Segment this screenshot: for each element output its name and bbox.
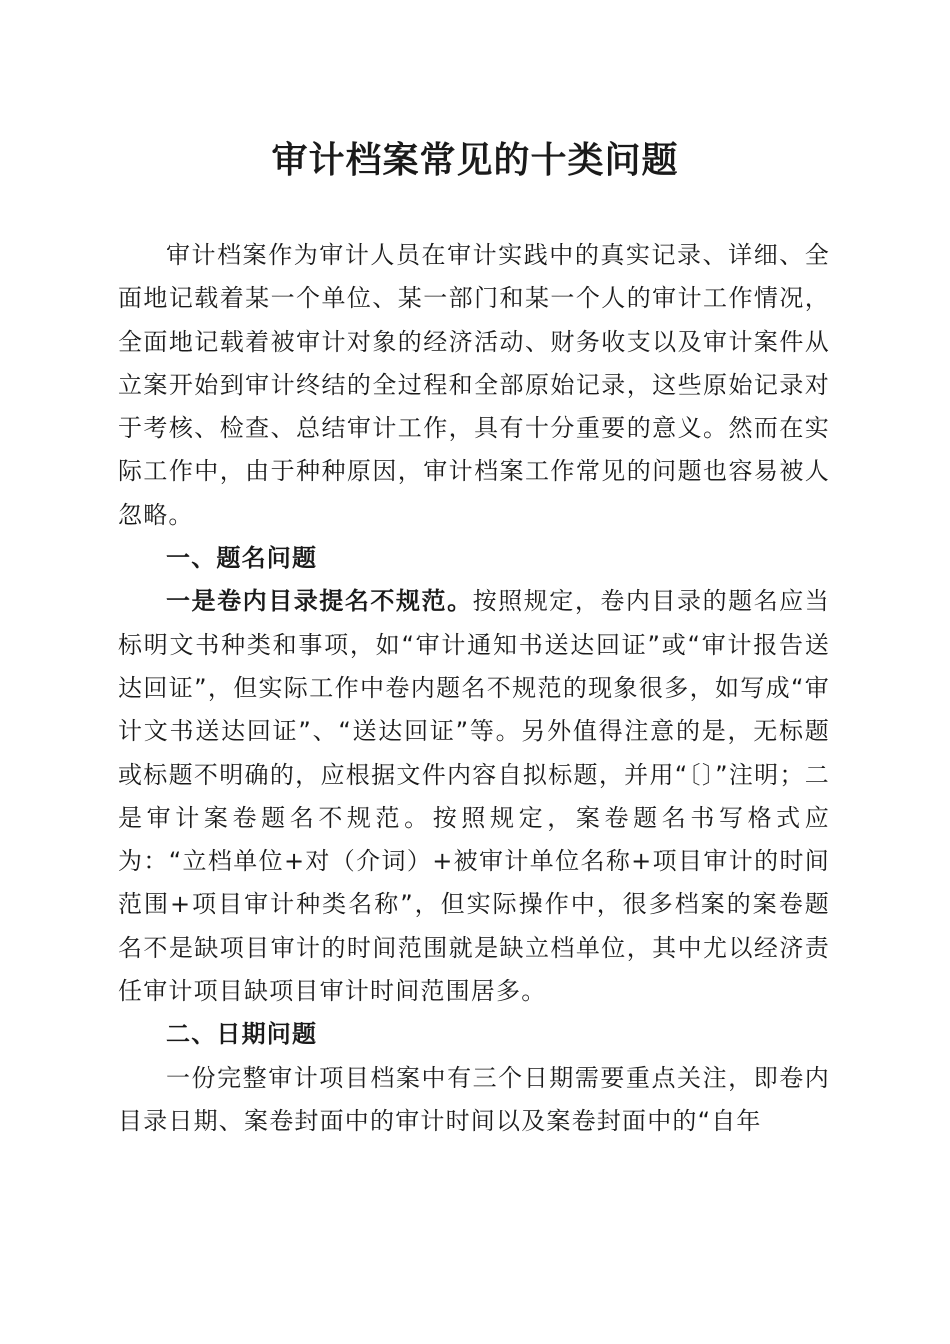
- paragraph-lead-phrase: 一是卷内目录提名不规范。: [166, 587, 473, 616]
- section-paragraph-date-issues: 一份完整审计项目档案中有三个日期需要重点关注，即卷内目录日期、案卷封面中的审计时间以及案卷封面中的“自年: [118, 1063, 830, 1135]
- paragraph-text: 按照规定，卷内目录的题名应当标明文书种类和事项，如“审计通知书送达回证”或“审计报告送达回证”，但实际工作中卷内题名不规范的现象很多，如写成“审计文书送达回证”、“送达回证”等。另外值得注意的是，无标题或标题不明确的，应根据文件内容自拟标题，并用“〔〕”注明；二是审计案卷题名不规范。按照规定，案卷题名书写格式应为：“立档单位+对（介词）+被审计单位名称+项目审计的时间范围+项目审计种类名称”，但实际操作中，很多档案的案卷题名不是缺项目审计的时间范围就是缺立档单位，其中尤以经济责任审计项目缺项目审计时间范围居多。: [118, 587, 830, 1006]
- document-body: [118, 234, 830, 1143]
- section-heading-date-issues: 二、日期问题: [166, 1020, 318, 1049]
- section-heading-title-issues: 一、题名问题: [166, 544, 318, 573]
- intro-paragraph: 审计档案作为审计人员在审计实践中的真实记录、详细、全面地记载着某一个单位、某一部门和某一个人的审计工作情况，全面地记载着被审计对象的经济活动、财务收支以及审计案件从立案开始到审计终结的全过程和全部原始记录，这些原始记录对于考核、检查、总结审计工作，具有十分重要的意义。然而在实际工作中，由于种种原因，审计档案工作常见的问题也容易被人忽略。: [118, 241, 830, 529]
- document-title: 审计档案常见的十类问题: [271, 139, 679, 181]
- section-paragraph-title-issues: [118, 580, 830, 1013]
